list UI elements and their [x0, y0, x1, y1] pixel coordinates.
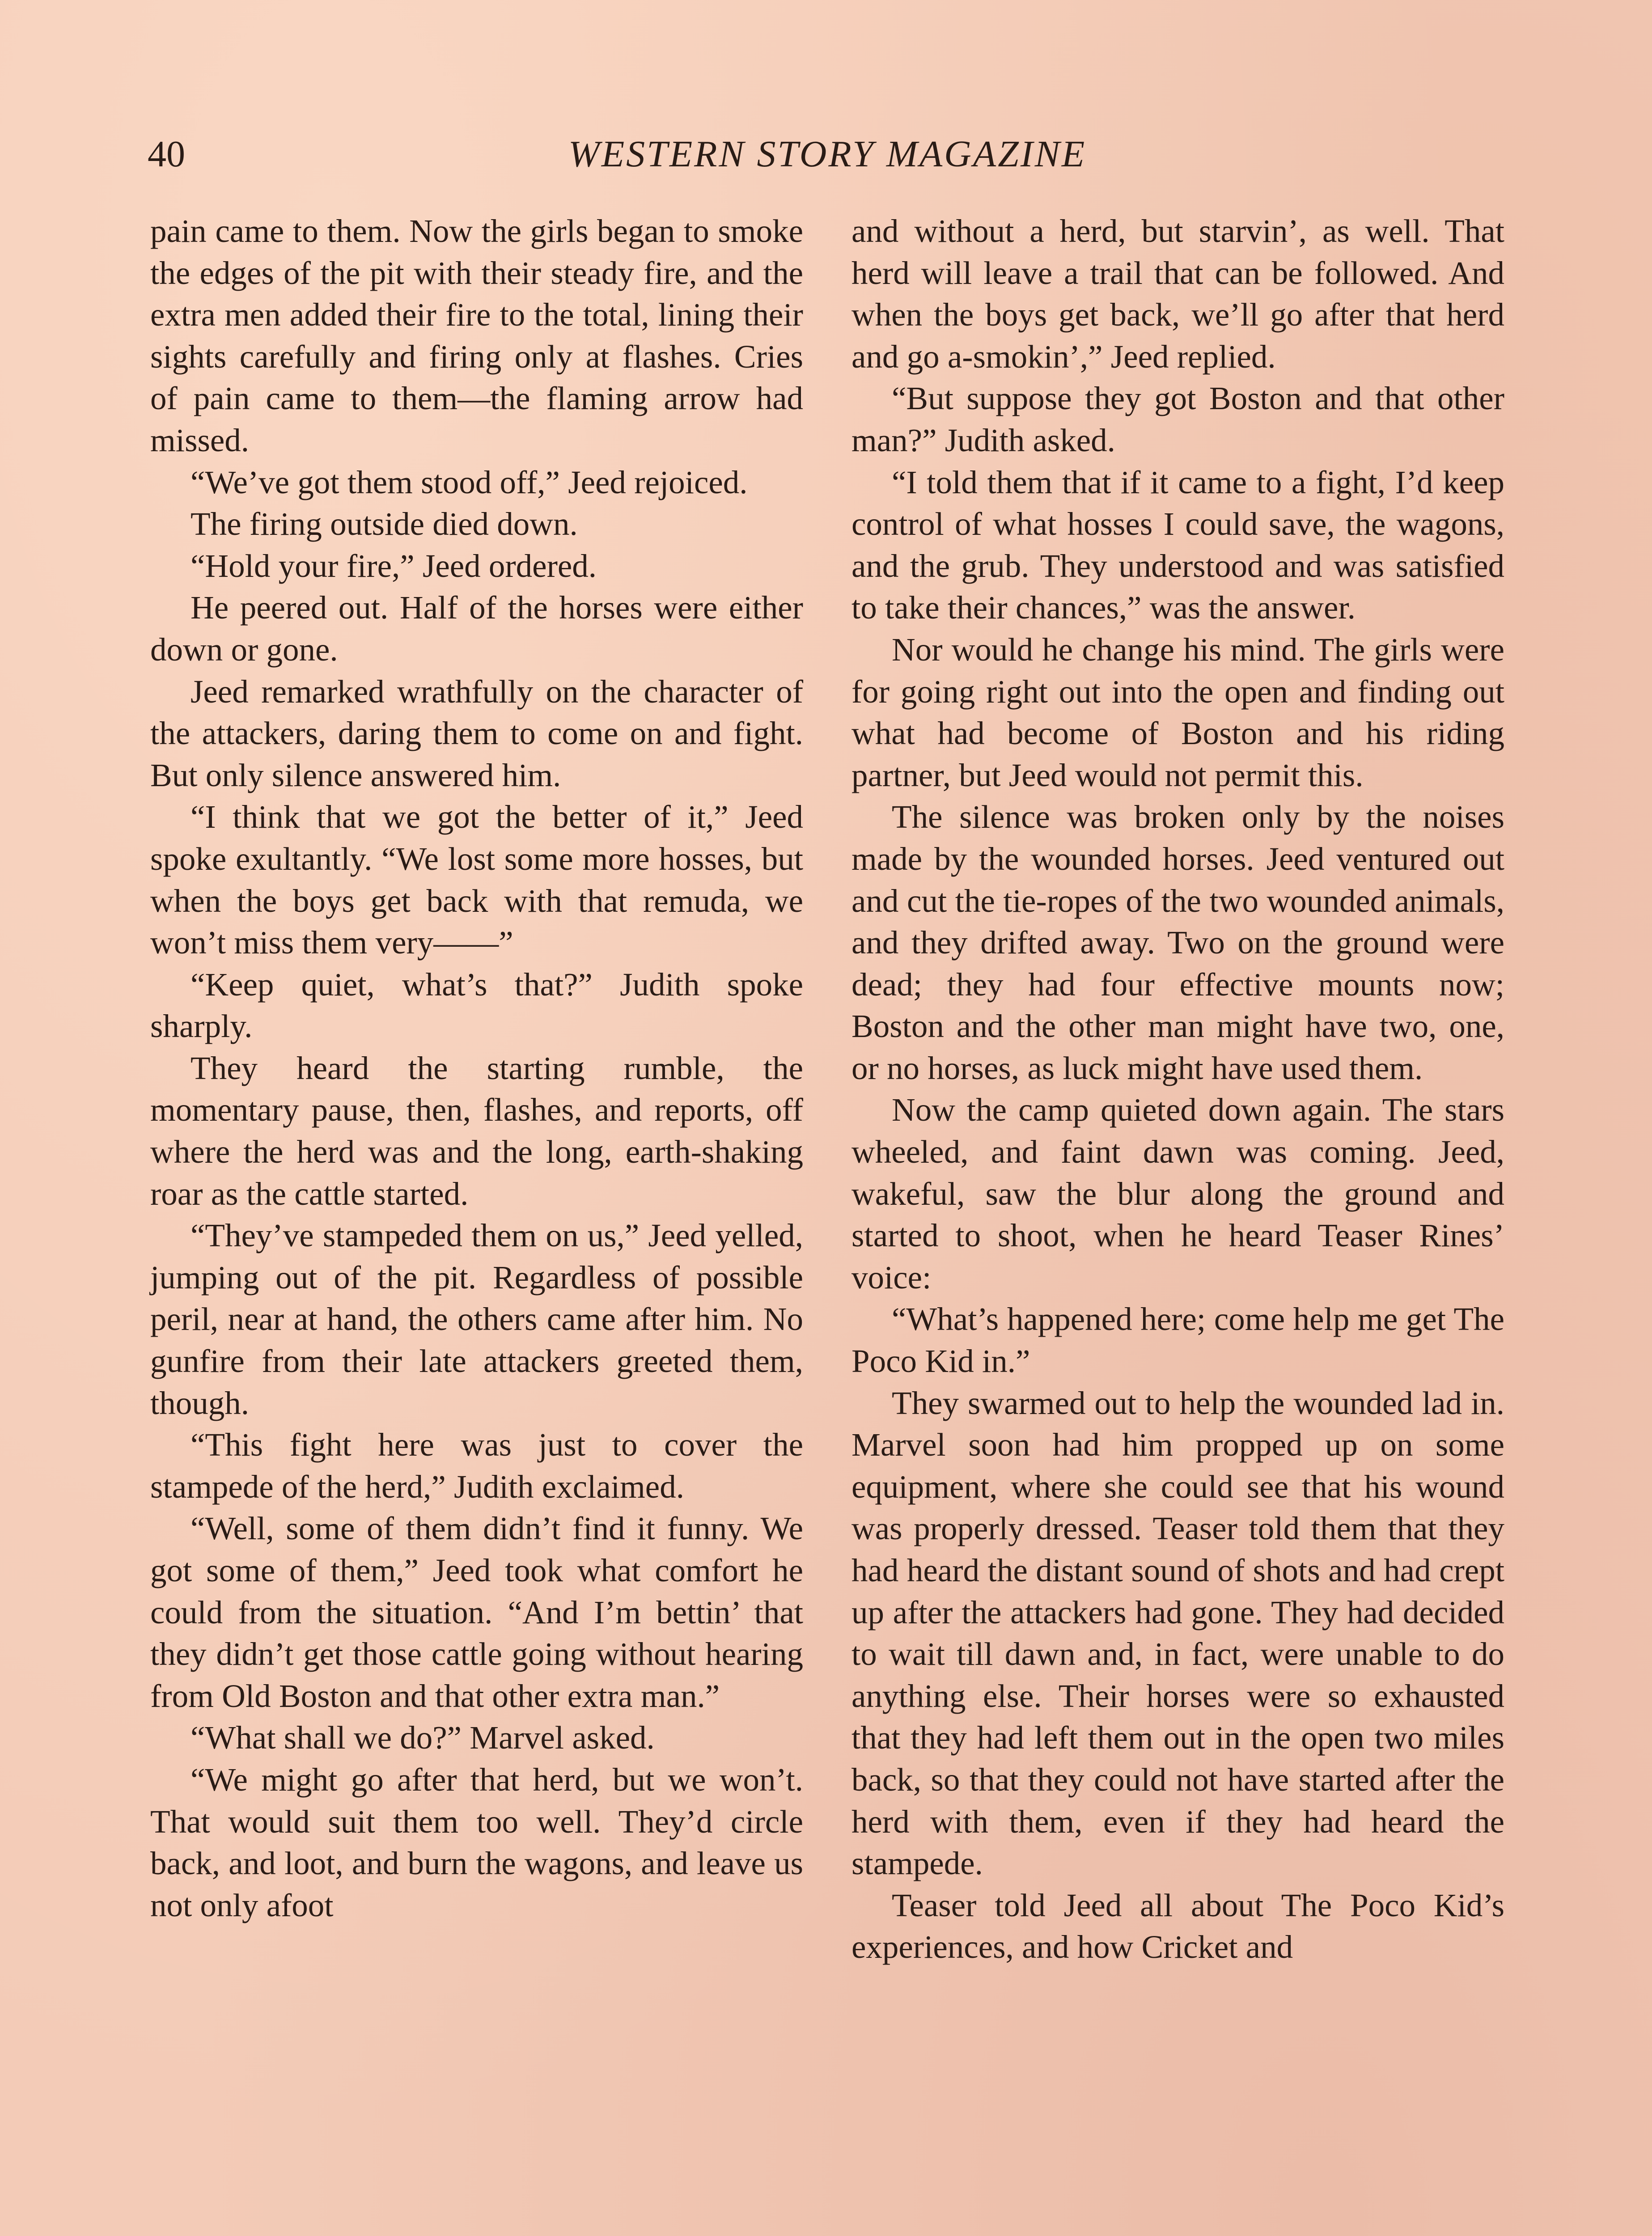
paragraph: “They’ve stampeded them on us,” Jeed yelled, jumping out of the pit. Regardless of possible peril, near at hand, the others came after him. No gunfire from their late attackers greeted them, though. [150, 1217, 803, 1421]
paragraph: “We might go after that herd, but we won’t. That would suit them too well. They’d circle back, and loot, and burn the wagons, and leave us not only afoot [150, 1761, 803, 1923]
paragraph: “I think that we got the better of it,” Jeed spoke exultantly. “We lost some more hosses, but when the boys get back with that remuda, we won’t miss them very——” [150, 799, 803, 961]
paragraph: “What’s happened here; come help me get The Poco Kid in.” [851, 1301, 1504, 1380]
paragraph: They heard the starting rumble, the momentary pause, then, flashes, and reports, off where the herd was and the long, earth-shaking roar as the cattle started. [150, 1050, 803, 1212]
paragraph: “I told them that if it came to a fight, I’d keep control of what hosses I could save, the wagons, and the grub. They understood and was satisfied to take their chances,” was the answer. [851, 464, 1504, 626]
paragraph: Nor would he change his mind. The girls were for going right out into the open and finding out what had become of Boston and his riding partner, but Jeed would not permit this. [851, 631, 1504, 793]
page-header [148, 127, 1507, 190]
running-head: WESTERN STORY MAGAZINE [568, 133, 1087, 175]
paragraph: and without a herd, but starvin’, as well. That herd will leave a trail that can be followed. And when the boys get back, we’ll go after that herd and go a-smokin’,” Jeed replied. [851, 213, 1504, 375]
page-number: 40 [148, 133, 185, 175]
paragraph: He peered out. Half of the horses were either down or gone. [150, 589, 803, 668]
paragraph: Now the camp quieted down again. The stars wheeled, and faint dawn was coming. Jeed, wakeful, saw the blur along the ground and started to shoot, when he heard Teaser Rines’ voice: [851, 1092, 1504, 1296]
paragraph: “This fight here was just to cover the stampede of the herd,” Judith exclaimed. [150, 1427, 803, 1505]
paragraph: “Hold your fire,” Jeed ordered. [191, 547, 597, 584]
paragraph: They swarmed out to help the wounded lad in. Marvel soon had him propped up on some equipment, where she could see that his wound was properly dressed. Teaser told them that they had heard the distant sound of shots and had crept up after the attackers had gone. They had decided to wait till dawn and, in fact, were unable to do anything else. Their horses were so exhausted that they had left them out in the open two miles back, so that they could not have started after the herd with them, even if they had heard the stampede. [851, 1385, 1504, 1882]
left-column [150, 210, 803, 1926]
paragraph: “We’ve got them stood off,” Jeed rejoiced. [191, 464, 748, 500]
paragraph: The firing outside died down. [191, 506, 578, 542]
paragraph: Jeed remarked wrathfully on the character of the attackers, daring them to come on and fight. But only silence answered him. [150, 673, 803, 793]
paragraph: “But suppose they got Boston and that other man?” Judith asked. [851, 380, 1504, 458]
paragraph: Teaser told Jeed all about The Poco Kid’s experiences, and how Cricket and [851, 1887, 1504, 1965]
paragraph: “Well, some of them didn’t find it funny. We got some of them,” Jeed took what comfort he could from the situation. “And I’m bettin’ that they didn’t get those cattle going without hearing from Old Boston and that other extra man.” [150, 1510, 803, 1714]
paragraph: The silence was broken only by the noises made by the wounded horses. Jeed ventured out and cut the tie-ropes of the two wounded animals, and they drifted away. Two on the ground were dead; they had four effective mounts now; Boston and the other man might have two, one, or no horses, as luck might have used them. [851, 799, 1504, 1086]
paragraph: “What shall we do?” Marvel asked. [191, 1719, 655, 1756]
paragraph: “Keep quiet, what’s that?” Judith spoke sharply. [150, 966, 803, 1045]
paragraph: pain came to them. Now the girls began to smoke the edges of the pit with their steady fire, and the extra men added their fire to the total, lining their sights carefully and firing only at flashes. Cries of pain came to them—the flaming arrow had missed. [150, 213, 803, 458]
right-column [851, 210, 1504, 1968]
